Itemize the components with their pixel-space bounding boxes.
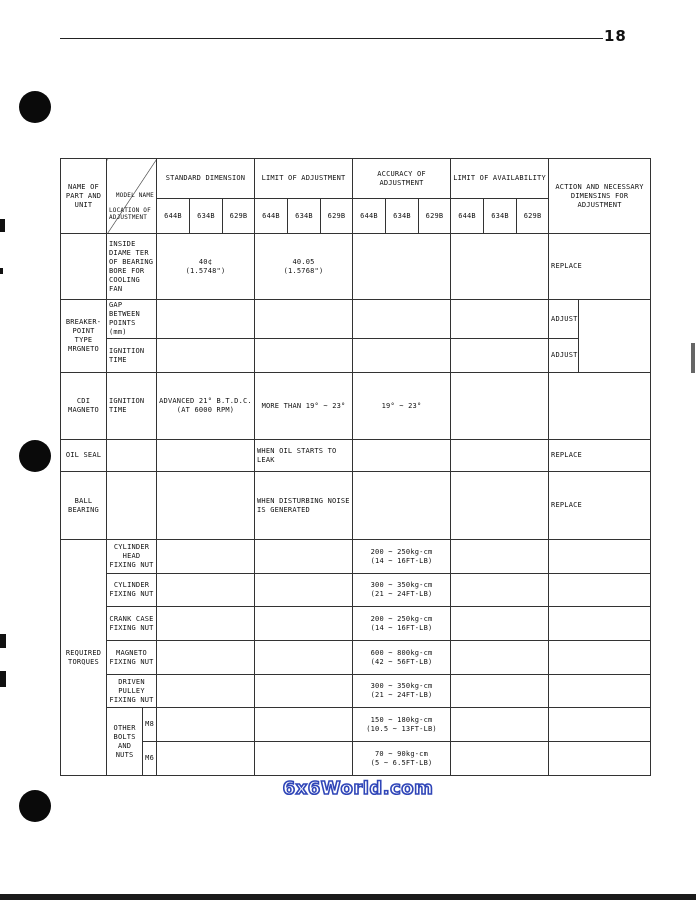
torque-value-ft: (10.5 ~ 13FT-LB): [366, 724, 437, 733]
location-cylinder: CYLINDER FIXING NUT: [107, 574, 157, 607]
limit-cdi: MORE THAN 19° ~ 23°: [255, 373, 353, 440]
torque-value: 70 ~ 90kg-cm: [375, 749, 428, 758]
accuracy-torque: [353, 574, 451, 607]
limit-cooling-fan: [255, 234, 353, 300]
accuracy-cooling-fan: [353, 234, 451, 300]
standard-torque: [157, 641, 255, 675]
torque-value: 200 ~ 250kg-cm: [370, 614, 433, 623]
action-torque: [549, 607, 651, 641]
action-cdi: [549, 373, 651, 440]
header-name-of-part: NAME OF PART AND UNIT: [61, 159, 107, 234]
limit-value-inch: (1.5768"): [283, 266, 324, 275]
limit-gap: [255, 300, 353, 339]
torque-value-ft: (14 ~ 16FT-LB): [370, 623, 433, 632]
limit-torque: [255, 675, 353, 708]
other-bolts-label: OTHER BOLTS AND NUTS: [107, 708, 143, 775]
accuracy-torque-m8: [353, 708, 451, 742]
location-ignition-time: IGNITION TIME: [107, 339, 157, 373]
location-cdi-ignition: IGNITION TIME: [107, 373, 157, 440]
action-cooling-fan: REPLACE: [549, 234, 651, 300]
action-ignition: ADJUST: [549, 339, 579, 373]
model-header: 644B: [451, 199, 484, 234]
torque-value-ft: (42 ~ 56FT-LB): [370, 657, 433, 666]
standard-cdi: ADVANCED 21° B.T.D.C. (AT 6000 RPM): [157, 373, 255, 440]
limit-ignition: [255, 339, 353, 373]
accuracy-torque: [353, 675, 451, 708]
standard-torque: [157, 675, 255, 708]
location-magneto: MAGNETO FIXING NUT: [107, 641, 157, 675]
scan-mark: [0, 268, 3, 274]
action-torque: [549, 675, 651, 708]
model-header: 634B: [190, 199, 223, 234]
model-header: 644B: [353, 199, 386, 234]
binder-hole: [19, 790, 51, 822]
model-header: 644B: [157, 199, 190, 234]
torque-value: 600 ~ 800kg-cm: [370, 648, 433, 657]
part-cdi-magneto: CDI MAGNETO: [61, 373, 107, 440]
accuracy-torque: [353, 641, 451, 675]
accuracy-torque: [353, 540, 451, 574]
standard-torque: [157, 607, 255, 641]
location-oil-seal: [107, 440, 157, 472]
availability-gap: [451, 300, 549, 339]
limit-torque: [255, 708, 353, 742]
header-model-name: MODEL NAME: [115, 192, 154, 199]
header-group-standard: STANDARD DIMENSION: [157, 159, 255, 199]
standard-cooling-fan: [157, 234, 255, 300]
part-ball-bearing: BALL BEARING: [61, 472, 107, 540]
limit-torque: [255, 540, 353, 574]
header-diagonal-cell: [107, 159, 157, 234]
part-breaker-point: BREAKER-POINT TYPE MRGNETO: [61, 300, 107, 373]
header-location: LOCATION OF ADJUSTMENT: [109, 207, 151, 221]
action-torque: [549, 742, 651, 776]
availability-ball-bearing: [451, 472, 549, 540]
standard-torque: [157, 540, 255, 574]
standard-oil-seal: [157, 440, 255, 472]
location-gap-between-points: GAP BETWEEN POINTS (mm): [107, 300, 157, 339]
model-header: 629B: [419, 199, 451, 234]
availability-torque: [451, 641, 549, 675]
availability-torque: [451, 708, 549, 742]
model-header: 634B: [484, 199, 517, 234]
action-torque: [549, 574, 651, 607]
model-header: 634B: [288, 199, 321, 234]
header-group-limit: LIMIT OF ADJUSTMENT: [255, 159, 353, 199]
standard-ignition: [157, 339, 255, 373]
torque-value: 300 ~ 350kg-cm: [370, 682, 433, 690]
header-action: ACTION AND NECESSARY DIMENSINS FOR ADJUSTMENT: [549, 159, 651, 234]
torque-value-ft: (21 ~ 24FT-LB): [370, 691, 433, 699]
action-torque: [549, 540, 651, 574]
action-torque: [549, 708, 651, 742]
header-group-accuracy: ACCURACY OF ADJUSTMENT: [353, 159, 451, 199]
torque-value-ft: (21 ~ 24FT-LB): [370, 590, 433, 598]
availability-torque: [451, 607, 549, 641]
standard-torque: [157, 574, 255, 607]
location-other-bolts: [107, 708, 157, 776]
model-header: 629B: [223, 199, 255, 234]
standard-ball-bearing: [157, 472, 255, 540]
accuracy-torque: [353, 607, 451, 641]
limit-torque: [255, 574, 353, 607]
binder-hole: [19, 91, 51, 123]
header-group-availability: LIMIT OF AVAILABILITY: [451, 159, 549, 199]
accuracy-ball-bearing: [353, 472, 451, 540]
limit-oil-seal: WHEN OIL STARTS TO LEAK: [255, 440, 353, 472]
torque-value-ft: (14 ~ 16FT-LB): [370, 556, 433, 565]
availability-torque: [451, 574, 549, 607]
location-cylinder-head: CYLINDER HEAD FIXING NUT: [107, 540, 157, 574]
scan-mark: [0, 219, 5, 232]
model-header: 629B: [517, 199, 549, 234]
action-gap: ADJUST: [549, 300, 579, 339]
action-breaker-extra: [579, 300, 651, 373]
size-m6: M6: [145, 754, 154, 762]
action-ball-bearing: REPLACE: [549, 472, 651, 540]
action-torque: [549, 641, 651, 675]
limit-torque: [255, 607, 353, 641]
part-cell-empty: [61, 234, 107, 300]
torque-value: 300 ~ 350kg-cm: [370, 581, 433, 589]
availability-torque: [451, 742, 549, 776]
location-crank-case: CRANK CASE FIXING NUT: [107, 607, 157, 641]
scan-mark: [691, 343, 695, 373]
limit-value: 40.05: [292, 257, 315, 266]
part-oil-seal: OIL SEAL: [61, 440, 107, 472]
model-header: 629B: [321, 199, 353, 234]
torque-value: 200 ~ 250kg-cm: [370, 547, 433, 556]
standard-value-inch: (1.5748"): [185, 266, 226, 275]
size-m8: M8: [143, 708, 156, 742]
availability-torque: [451, 675, 549, 708]
standard-torque: [157, 742, 255, 776]
location-cooling-fan: INSIDE DIAME TER OF BEARING BORE FOR COOLING FAN: [107, 234, 157, 300]
model-header: 634B: [386, 199, 419, 234]
accuracy-gap: [353, 300, 451, 339]
scan-bottom-edge: [0, 894, 696, 900]
standard-value: 40¢: [198, 257, 213, 266]
torque-value: 150 ~ 180kg-cm: [370, 715, 433, 724]
limit-ball-bearing: WHEN DISTURBING NOISE IS GENERATED: [255, 472, 353, 540]
other-bolts-subtable: [107, 708, 156, 775]
part-required-torques: REQUIRED TORQUES: [61, 540, 107, 776]
binder-hole: [19, 440, 51, 472]
accuracy-torque-m6: [353, 742, 451, 776]
location-driven-pulley: DRIVEN PULLEY FIXING NUT: [107, 675, 157, 708]
scan-mark: [0, 634, 6, 648]
scan-mark: [0, 671, 6, 687]
spec-table: [60, 158, 651, 776]
accuracy-cdi: 19° ~ 23°: [353, 373, 451, 440]
model-header: 644B: [255, 199, 288, 234]
standard-gap: [157, 300, 255, 339]
watermark-logo: 6x6World.com: [282, 778, 434, 799]
availability-torque: [451, 540, 549, 574]
availability-ignition: [451, 339, 549, 373]
location-ball-bearing: [107, 472, 157, 540]
availability-cdi: [451, 373, 549, 440]
availability-oil-seal: [451, 440, 549, 472]
page-number: 18: [604, 27, 627, 45]
standard-torque: [157, 708, 255, 742]
limit-torque: [255, 641, 353, 675]
availability-cooling-fan: [451, 234, 549, 300]
limit-torque: [255, 742, 353, 776]
torque-value-ft: (5 ~ 6.5FT-LB): [370, 758, 433, 767]
accuracy-oil-seal: [353, 440, 451, 472]
header-rule: [60, 38, 603, 39]
accuracy-ignition: [353, 339, 451, 373]
action-oil-seal: REPLACE: [549, 440, 651, 472]
